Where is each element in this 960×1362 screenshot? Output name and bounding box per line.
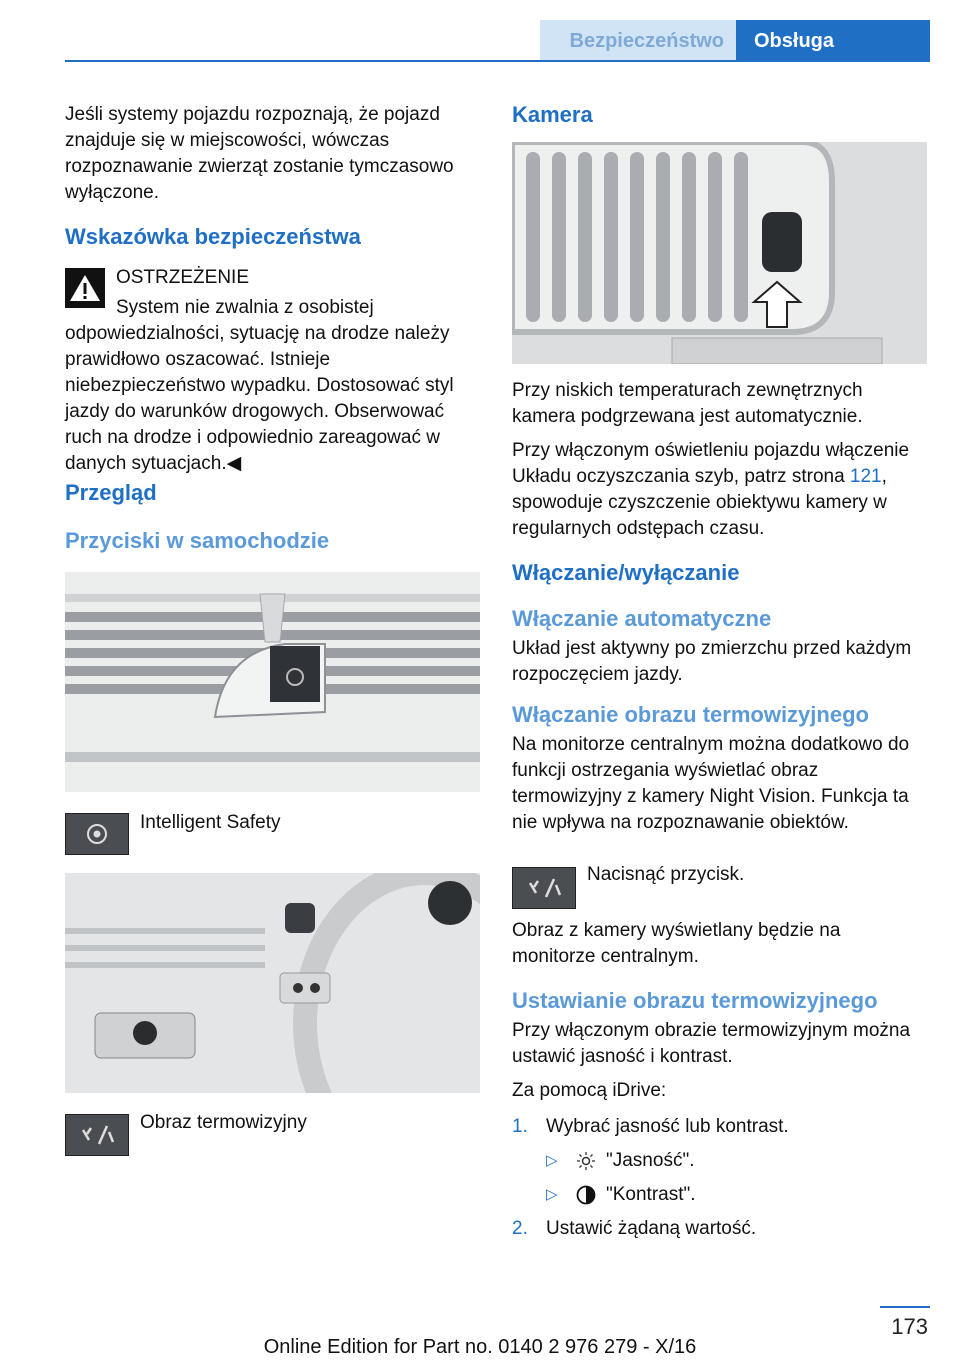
heading-overview: Przegląd [65, 480, 157, 505]
press-block [587, 862, 927, 896]
heading-on-off: Włączanie/wyłączanie [512, 560, 740, 585]
thermal-image-button-icon-2 [512, 867, 576, 909]
step-2-number: 2. [512, 1218, 528, 1239]
tab-bezpieczenstwo[interactable]: Bezpieczeństwo [540, 20, 736, 62]
settings-block [512, 918, 927, 1242]
tab-obsluga[interactable]: Obsługa [736, 20, 930, 62]
step-2-text: Ustawić żądaną wartość. [546, 1218, 757, 1239]
heading-thermo-on: Włączanie obrazu termowizyjnego [512, 702, 869, 727]
intelligent-safety-label: Intelligent Safety [140, 812, 281, 833]
footer-rule [880, 1306, 930, 1308]
thermal-image-label: Obraz termowizyjny [140, 1112, 307, 1133]
steps-list [512, 1114, 927, 1242]
brightness-text: "Jasność". [606, 1150, 695, 1171]
camera-para-1: Przy niskich temperaturach zewnętrznych kamera podgrzewana jest automatycznie. [512, 380, 863, 427]
camera-para-2: Przy włączonym oświetleniu pojazdu włączenie Układu oczyszczania szyb, patrz strona 121, spowoduje czyszczenie obiektywu kamery w regularnych odstępach czasu. [512, 440, 910, 539]
press-button-text: Nacisnąć przycisk. [587, 864, 745, 885]
heading-buttons: Przyciski w samochodzie [65, 528, 330, 553]
warning-title: OSTRZEŻENIE [116, 267, 250, 288]
thermal-image-button-icon [65, 1114, 129, 1156]
left-column [65, 102, 480, 256]
display-paragraph: Obraz z kamery wyświetlany będzie na monitorze centralnym. [512, 920, 841, 967]
bullet: ▷ [546, 1152, 558, 1169]
heading-camera: Kamera [512, 102, 593, 127]
header-rule [65, 60, 930, 62]
camera-text-block [512, 378, 927, 844]
page-link-121[interactable]: 121 [849, 466, 882, 487]
contrast-icon [576, 1185, 606, 1205]
contrast-text: "Kontrast". [606, 1184, 696, 1205]
step-1 [512, 1114, 927, 1140]
photo-camera-grille [512, 142, 927, 364]
warning-text: System nie zwalnia z osobistej odpowiedzialności, sytuację na drodze należy prawidłowo oszacować. Istnieje niebezpieczeństwo wypadku. Dostosować styl jazdy do warunków drogowych. Obserwować ruch na drodze i odpowiednio zareagować w danych sytuacjach.◀ [65, 297, 454, 474]
photo-grille-button [65, 572, 480, 792]
step-2 [512, 1216, 927, 1242]
bullet: ▷ [546, 1186, 558, 1203]
sub-step-brightness [512, 1148, 927, 1174]
photo-dashboard-buttons [65, 873, 480, 1093]
warning-title-block [116, 265, 480, 299]
step-1-number: 1. [512, 1116, 528, 1137]
warning-text-block [65, 295, 480, 485]
settings-paragraph: Przy włączonym obrazie termowizyjnym można ustawić jasność i kontrast. [512, 1020, 911, 1067]
brightness-icon [576, 1151, 606, 1171]
intro-paragraph: Jeśli systemy pojazdu rozpoznają, że pojazd znajduje się w miejscowości, wówczas rozpoznawanie zwierząt zostanie tymczasowo wyłączone. [65, 104, 454, 203]
heading-safety: Wskazówka bezpieczeństwa [65, 224, 361, 249]
auto-paragraph: Układ jest aktywny po zmierzchu przed każdym rozpoczęciem jazdy. [512, 638, 912, 685]
camera-heading-block [512, 102, 927, 128]
heading-thermo-settings: Ustawianie obrazu termowizyjnego [512, 988, 878, 1013]
idrive-paragraph: Za pomocą iDrive: [512, 1080, 667, 1101]
page-number: 173 [891, 1314, 928, 1339]
overview-block [65, 480, 480, 554]
btn2-label-block [140, 1110, 480, 1144]
step-1-text: Wybrać jasność lub kontrast. [546, 1116, 789, 1137]
heading-auto: Włączanie automatyczne [512, 606, 772, 631]
edition-footer: Online Edition for Part no. 0140 2 976 279 - X/16 [263, 1336, 697, 1358]
thermo-paragraph: Na monitorze centralnym można dodatkowo do funkcji ostrzegania wyświetlać obraz termowizyjny z kamery Night Vision. Funkcja ta nie wpływa na rozpoznawanie obiektów. [512, 734, 910, 833]
sub-step-contrast [512, 1182, 927, 1208]
intelligent-safety-button-icon [65, 813, 129, 855]
btn1-label-block [140, 810, 480, 844]
